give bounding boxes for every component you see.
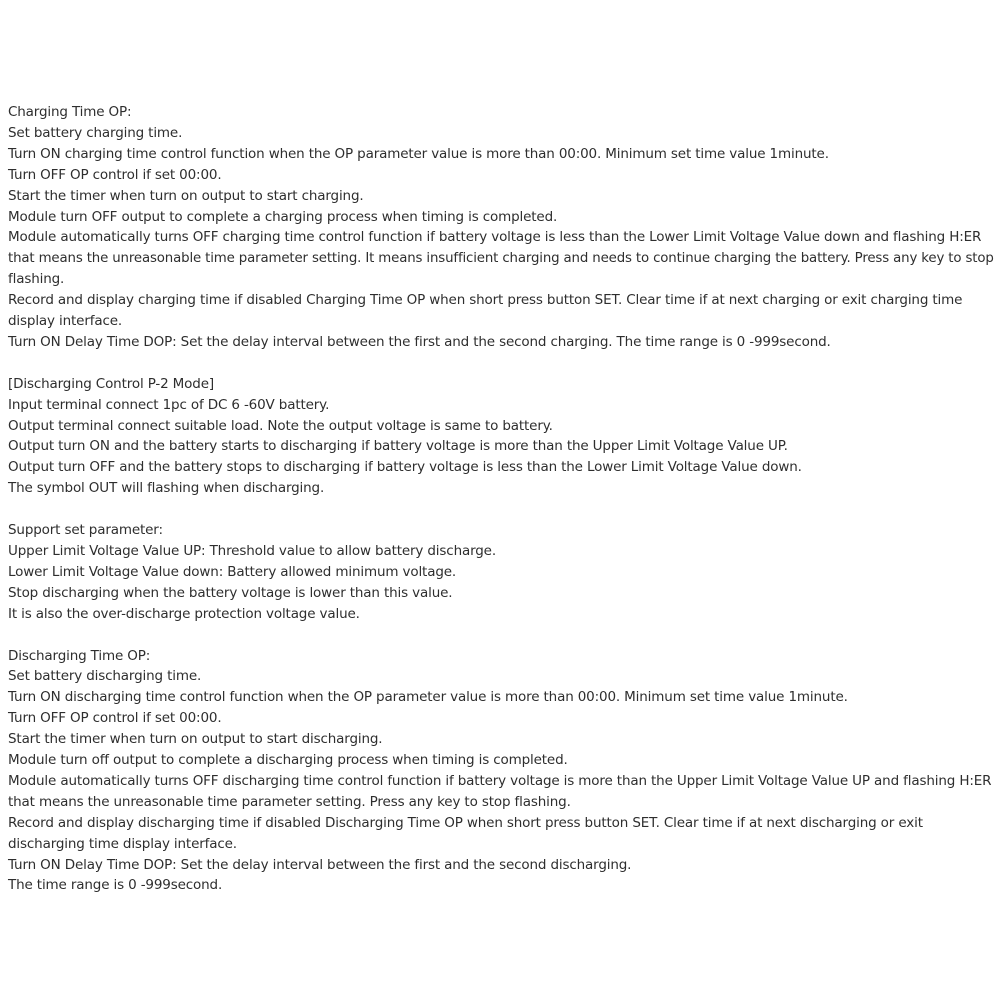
support-params-line: Upper Limit Voltage Value UP: Threshold value to allow battery discharge.: [8, 543, 496, 559]
discharging-control-line: Output turn ON and the battery starts to discharging if battery voltage is more than the Upper Limit Voltage Value UP.: [8, 438, 788, 455]
discharging-auto-off-line: Module automatically turns OFF discharging time control function if battery voltage is more than the Upper Limit Voltage Value UP and flashing H:ER: [8, 772, 992, 789]
discharging-control-heading: [Discharging Control P-2 Mode]: [8, 375, 214, 392]
document-body: [8, 102, 994, 896]
discharging-control-line: Input terminal connect 1pc of DC 6 -60V battery.: [8, 396, 330, 413]
support-params-section: [8, 520, 994, 625]
discharging-time-line: Set battery discharging time.: [8, 668, 202, 685]
discharging-record-line: Record and display discharging time if disabled Discharging Time OP when short press button SET. Clear time if at next discharging or exit: [8, 814, 923, 831]
charging-time-line: Start the timer when turn on output to start charging.: [8, 187, 364, 204]
charging-time-section: [8, 102, 994, 353]
discharging-time-line: Module turn off output to complete a discharging process when timing is completed.: [8, 752, 568, 769]
support-params-line: Lower Limit Voltage Value down: Battery allowed minimum voltage.: [8, 563, 457, 580]
discharging-control-line: Output terminal connect suitable load. Note the output voltage is same to battery.: [8, 417, 553, 434]
support-params-line: Stop discharging when the battery voltage is lower than this value.: [8, 584, 453, 601]
charging-time-line: Turn ON charging time control function when the OP parameter value is more than 00:00. Minimum set time value 1minute.: [8, 145, 829, 162]
charging-time-heading: Charging Time OP:: [8, 104, 132, 120]
paragraph-gap: [8, 353, 994, 374]
paragraph-gap: [8, 625, 994, 646]
discharging-time-line: Start the timer when turn on output to start discharging.: [8, 731, 383, 748]
charging-auto-off-line: that means the unreasonable time parameter setting. It means insufficient charging and needs to continue charging the battery. Press any key to stop: [8, 250, 994, 267]
charging-time-line: Set battery charging time.: [8, 124, 183, 141]
discharging-time-line: Turn ON discharging time control function when the OP parameter value is more than 00:00. Minimum set time value 1minute.: [8, 689, 848, 706]
charging-record-line: display interface.: [8, 313, 123, 330]
discharging-control-line: Output turn OFF and the battery stops to discharging if battery voltage is less than the Lower Limit Voltage Value down.: [8, 459, 802, 476]
support-params-heading: Support set parameter:: [8, 522, 163, 539]
discharging-auto-off-line: that means the unreasonable time parameter setting. Press any key to stop flashing.: [8, 793, 571, 810]
charging-time-line: Turn OFF OP control if set 00:00.: [8, 166, 222, 183]
discharging-time-line: Turn OFF OP control if set 00:00.: [8, 710, 222, 727]
charging-time-line: Module turn OFF output to complete a charging process when timing is completed.: [8, 208, 558, 225]
charging-auto-off-line: Module automatically turns OFF charging time control function if battery voltage is less than the Lower Limit Voltage Value down and flashing H:ER: [8, 229, 982, 246]
discharging-time-heading: Discharging Time OP:: [8, 647, 151, 664]
discharging-range-line: The time range is 0 -999second.: [8, 877, 223, 894]
discharging-control-section: [8, 374, 994, 499]
paragraph-gap: [8, 499, 994, 520]
discharging-time-section: [8, 646, 994, 897]
discharging-control-line: The symbol OUT will flashing when discharging.: [8, 480, 325, 497]
discharging-delay-line: Turn ON Delay Time DOP: Set the delay interval between the first and the second discharging.: [8, 856, 632, 873]
support-params-line: It is also the over-discharge protection voltage value.: [8, 605, 360, 622]
charging-auto-off-line: flashing.: [8, 271, 65, 288]
charging-delay-line: Turn ON Delay Time DOP: Set the delay interval between the first and the second charging. The time range is 0 -999second.: [8, 333, 831, 350]
discharging-record-line: discharging time display interface.: [8, 835, 237, 852]
charging-record-line: Record and display charging time if disabled Charging Time OP when short press button SET. Clear time if at next charging or exit charging time: [8, 292, 963, 309]
